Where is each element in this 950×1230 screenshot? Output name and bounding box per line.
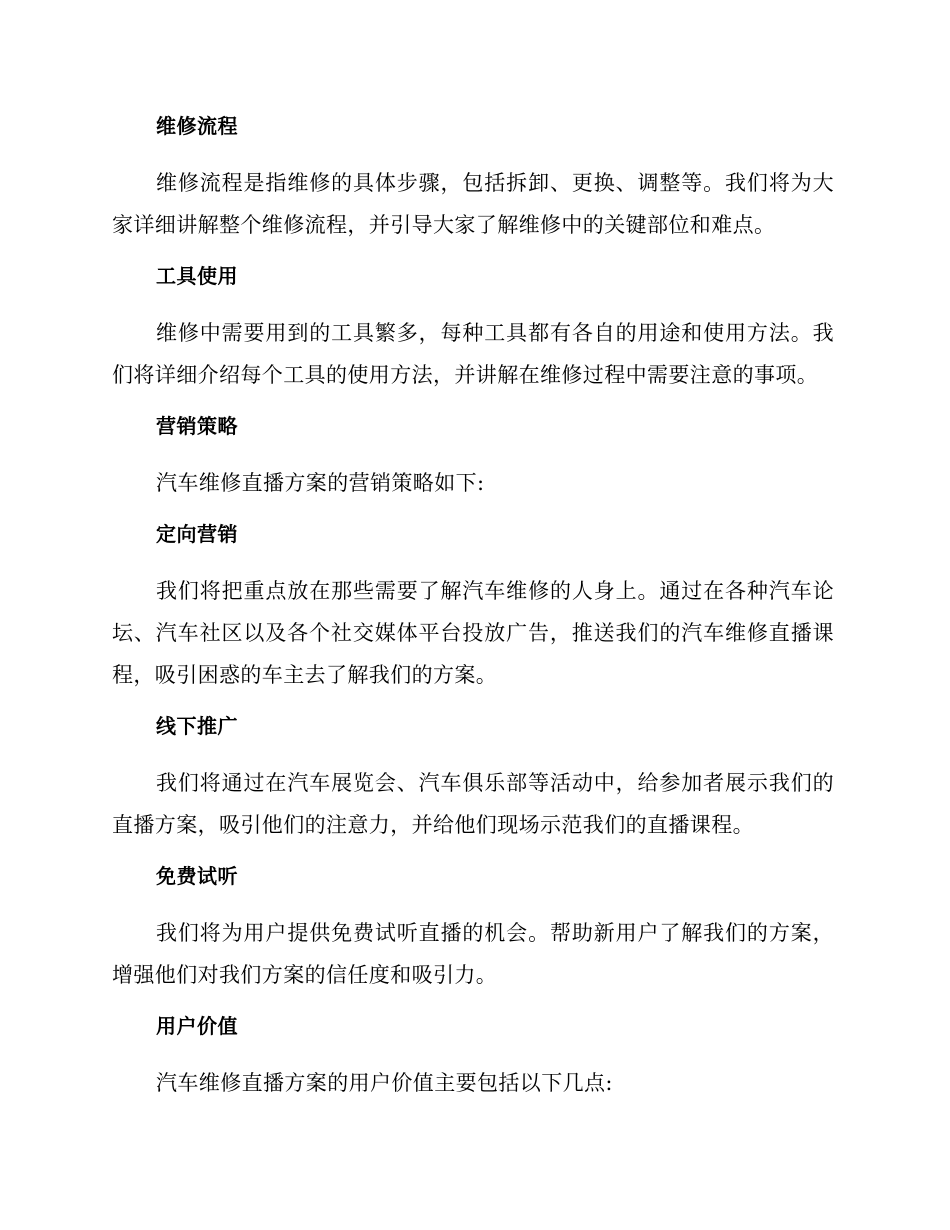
- document-body: [112, 106, 834, 1114]
- section-heading-targeted-marketing: 定向营销: [156, 522, 238, 546]
- section-heading-marketing-strategy: 营销策略: [156, 414, 238, 438]
- section-heading-user-value: 用户价值: [156, 1014, 238, 1038]
- section-paragraph-repair-process: 维修流程是指维修的具体步骤，包括拆卸、更换、调整等。我们将为大家详细讲解整个维修流程，并引导大家了解维修中的关键部位和难点。: [112, 171, 834, 237]
- section-paragraph-offline-promotion: 我们将通过在汽车展览会、汽车俱乐部等活动中，给参加者展示我们的直播方案，吸引他们的注意力，并给他们现场示范我们的直播课程。: [112, 771, 834, 837]
- section-paragraph-free-trial: 我们将为用户提供免费试听直播的机会。帮助新用户了解我们的方案，增强他们对我们方案的信任度和吸引力。: [112, 921, 834, 987]
- section-heading-tool-usage: 工具使用: [156, 264, 238, 288]
- section-paragraph-user-value: 汽车维修直播方案的用户价值主要包括以下几点:: [156, 1071, 613, 1095]
- section-paragraph-marketing-strategy: 汽车维修直播方案的营销策略如下:: [156, 471, 485, 495]
- section-heading-offline-promotion: 线下推广: [156, 714, 238, 738]
- section-heading-repair-process: 维修流程: [156, 114, 238, 138]
- section-heading-free-trial: 免费试听: [156, 864, 238, 888]
- section-paragraph-tool-usage: 维修中需要用到的工具繁多，每种工具都有各自的用途和使用方法。我们将详细介绍每个工具的使用方法，并讲解在维修过程中需要注意的事项。: [112, 321, 834, 387]
- section-paragraph-targeted-marketing: 我们将把重点放在那些需要了解汽车维修的人身上。通过在各种汽车论坛、汽车社区以及各个社交媒体平台投放广告，推送我们的汽车维修直播课程，吸引困惑的车主去了解我们的方案。: [112, 579, 834, 687]
